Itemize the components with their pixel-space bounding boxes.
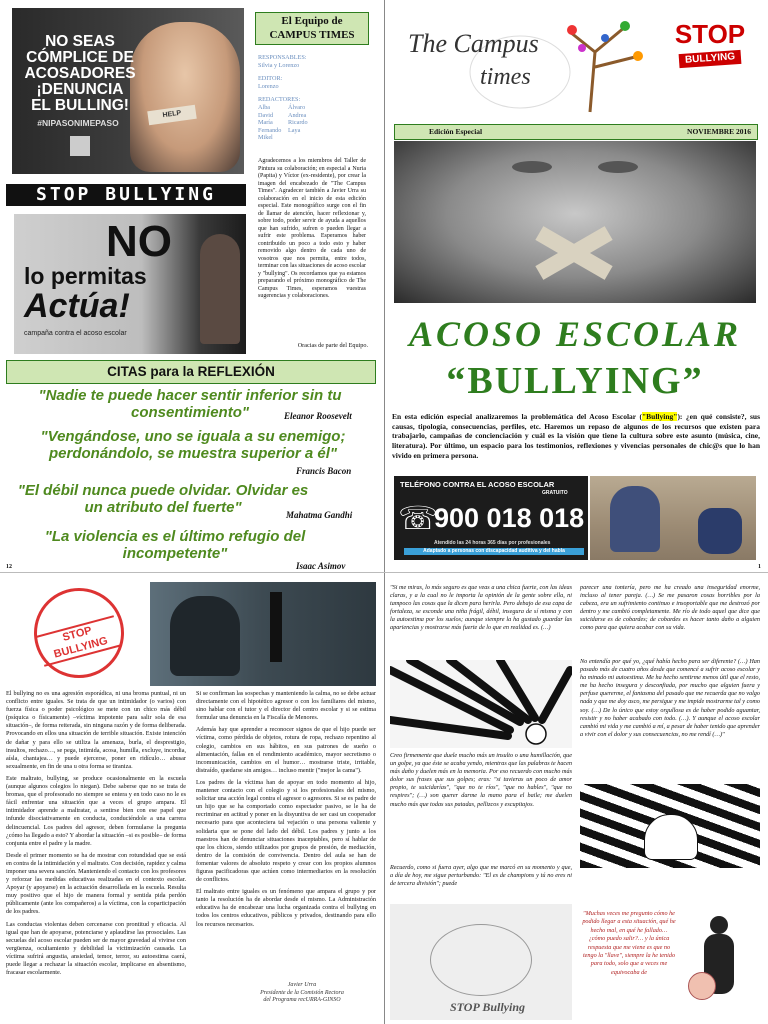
redactor-name: María xyxy=(258,119,273,127)
redactores-list xyxy=(258,104,368,142)
photo-sad-child-backpack xyxy=(590,476,756,560)
team-thanks xyxy=(258,158,366,301)
article-signature xyxy=(232,982,372,1005)
testimony-col2-b: No entendía por qué yo, ¿qué había hecho para ser diferente? (…) Han pasado más de cuatro años desde que comencé a sufrir acoso escolar y ha minado mi autoestima. Me ha hecho sentirme menos útil que el resto, me ha hecho insegura y desconfiada, por mucho que alguien fuera y perfuse quererme, el fantasma del pasado que me recuerda que no valgo nada y que me doy asco, me persigue y me impide mostrarme tal y como soy. (…) De lo único que estoy orgullosa es de haber podido aguantar, resistir y no haber acabado con todo. (…). Y aunque el acoso escolar cambió mi vida y me cambió a mí, a pesar de haber tenido que aprender a vivir con el dolor y sus consecuencias, no me rendí (…)" xyxy=(580,658,760,738)
page-number-right: 1 xyxy=(758,564,761,570)
quote-1-author: Eleanor Roosevelt xyxy=(284,411,352,421)
quote-2-author: Francis Bacon xyxy=(296,466,352,476)
headline-bullying: “BULLYING” xyxy=(446,360,704,402)
edition-date: NOVIEMBRE 2016 xyxy=(687,127,751,136)
article-paragraph: Las conductas violentas deben cercenarse con prontitud y eficacia. Al igual que han de apoyarse, potenciarse y aplaudirse las prosociales. Las secuelas del acoso escolar pueden ser de mayor gravedad al vivirse con vergüenza, ocultamiento y debilidad la victimización causada. La víctima sufrirá angustia, ansiedad, temor, terror, su autoestima caerá, puede llegar a rechazar la situación escolar, implicarse en absentismo, fracasar escolarmente. xyxy=(6,920,186,977)
illustration-pointing-hands xyxy=(390,660,572,748)
intro-part2: ): ¿en qué consiste?, sus causas, tipología, consecuencias, perfiles, etc. Haremos un repaso de algunos de los recursos que existen para trabajarlo, campañas de concienciación y cuál es la visión que tiene la cultura sobre este asunto (música, cine, literatura). Por último, un espacio para los testimonios, reflexiones y vivencias personales de chic@s que lo han vivido en primera persona. xyxy=(392,412,760,460)
redactor-name: Ricardo xyxy=(288,119,308,127)
poster2-permitas: lo permitas xyxy=(24,263,147,289)
illustration-girl-stripes xyxy=(580,784,760,868)
quote-3: "El débil nunca puede olvidar. Olvidar es un atributo del fuerte" xyxy=(17,482,309,516)
handwritten-quote: "Muchas veces me pregunto cómo he podido llegar a esta situación, qué he hecho mal, en qué he fallado… ¿cómo puedo salir?… y la única respuesta que me viene es que no tengo la "llave", siempre la he tenido para todo, solo que a veces me equivocaba de xyxy=(582,910,676,976)
team-sign: Oracias de parte del Equipo. xyxy=(297,342,368,349)
stop-bullying-stamp xyxy=(34,588,124,678)
testimony-col1-b: Creo firmemente que duele mucho más un insulto o una humillación, que un golpe, ya que éste se acaba yendo, mientras que las palabras te hacen más daño y duelen más en la memoria. Por eso recuerdo con mucho más dolor sus frases que sus golpes; eras: "si tuvieras un poco de amor propio, te suicidarías", "que no te ríos", "que no hables", "que no respires"; (…) son querer darme la mano para el baile; me duelen mucho más que todas sus patadas, pellizcos y escupitajos. xyxy=(390,752,572,808)
team-title-line1: El Equipo de xyxy=(281,15,343,27)
stop-bullying-text: STOP BULLYING xyxy=(36,184,216,205)
phone-number: 900 018 018 xyxy=(434,503,585,533)
responsables-label: RESPONSABLES: xyxy=(258,54,307,61)
testimony-col1-c: Recuerdo, como si fuera ayer, algo que me marcó en su momento y que, a día de hoy, me sigue perturbando: "El es de champions y tú no eres ni de tercera división"; puede xyxy=(390,864,572,888)
illustration-hug xyxy=(680,912,758,1020)
poster1-line3: ACOSADORES xyxy=(24,65,136,82)
team-box-title xyxy=(255,12,369,45)
redactor-name: Fernando xyxy=(258,126,282,134)
article-paragraph: Además hay que aprender a reconocer signos de que el hijo puede ser víctima, como pérdida de objetos, rotura de ropa, rechazo repentino al colegio, cambios en sus hábitos, en sus patrones de sueño o alimentación, fallas en el rendimiento académico, mayor secretismo o incomunicación, cambios en el humor… mostrarse triste, irritable, distraído, quedarse sin amigos… incluso mentir ("mejor la cama"). xyxy=(196,726,376,774)
thanks-text: Agradecemos a los miembros del Taller de Pintura su colaboración; en especial a Nuria (Papita) y Víctor (ex-residente), por crear la imagen del encabezado de "The Campus Times". Agradecer también a Javier Urra su colaboración en el inicio de esta edición especial. Este monográfico surge con el fin de llamar de atención, hacer reflexionar y, sobre todo, poder servir de ayuda a aquellos que han sufrido, sufren o pueden llegar a sufrir este problema. Esperamos haber contribuido un poco a todo esto y haber removido algo dentro de cada uno de vosotros que nos permita, entre todos, terminar con las situaciones de acoso escolar y "bullying". Os recordamos que ya estamos preparando el próximo monográfico de The Campus Times, esperamos vuestras sugerencias y colaboraciones. xyxy=(258,158,366,299)
redactor-name: Laya xyxy=(288,126,301,134)
signature-name: Javier Urra xyxy=(287,982,317,988)
poster2-figure xyxy=(200,234,240,344)
redactor-name: Mikel xyxy=(258,134,273,142)
phone-note2: Adaptado a personas con discapacidad auditiva y del habla xyxy=(404,548,584,555)
quote-1: "Nadie te puede hacer sentir inferior sin tu consentimiento" xyxy=(38,387,342,421)
poster-no-seas-complice xyxy=(12,8,244,174)
article-paragraph: Este maltrato, bullying, se produce ocasionalmente en la escuela (aunque algunos colegios lo niegan). Debe saberse que no se trata de bromas, que el profesorado no siempre se entera y en todo caso no le es fácil enfrentar una situación que a veces el grupo ampara. El intimidador aprende a maltratar, a sentirse bien con ese papel que infunde disociativamente en conducta, conduciéndole a una carrera delincuencial. Los padres del agresor, deben formularse la pregunta ¿cómo ha llegado a esto? Y abordar la situación –si es posible– de forma conjunta entre el padre y la madre. xyxy=(6,774,186,847)
pointing-fingers-drawing xyxy=(390,660,572,748)
article-paragraph: El maltrato entre iguales es un fenómeno que ampara el grupo y por tanto la resolución ha de abordar desde el mismo. La Administración educativa ha de encabezar una lucha organizada contra el bullying en todos los centros educativos, públicos y privados, destinando para ello los recursos necesarios. xyxy=(196,888,376,928)
redactores-label: REDACTORES: xyxy=(258,96,301,104)
redactor-name: Álvaro xyxy=(288,103,306,111)
poster1-line1: NO SEAS xyxy=(45,33,115,50)
responsables-value: Silvia y Lorenzo xyxy=(258,61,300,69)
quote-2: "Vengándose, uno se iguala a su enemigo; perdonándolo, se muestra superior a él" xyxy=(40,428,346,462)
photo-boy-sitting-corridor xyxy=(150,582,376,686)
testimony-col2-a: parecer una tontería, pero me ha creado una inseguridad enorme, incluso al tener pareja. (…) Se me pasaron cosas horribles por la cabeza, era un sufrimiento continuo e insoportable que me destrozó por dentro y me cambió completamente. Me río de todo aquel que dice que suicidarse es de cobardes; de cobardes es hacer tanto daño a alguien como para que quiera acabar con su vida. xyxy=(580,584,760,632)
quote-3-author: Mahatma Gandhi xyxy=(286,510,353,520)
article-paragraph: Si se confirman las sospechas y manteniendo la calma, no se debe actuar directamente con el hipotético agresor o con los familiares del mismo, sino hablar con el tutor y el director del centro escolar y si se estima formular una denuncia en la Fiscalía de Menores. xyxy=(196,690,376,722)
logo-stop: STOP xyxy=(674,19,746,49)
sketch-label: STOP Bullying xyxy=(450,1000,526,1014)
article-paragraph: El bullying no es una agresión esporádica, ni una broma puntual, ni un conflicto entre iguales. Se trata de que un intimidador (o varios) con fuerza física o poder psicológico se mete con un chico más débil (psíquica o físicamente) –víctima impotente para salir sola de esa situación–, de forma reiterada, sin ninguna razón y de forma deliberada. Provocando en ellos una situación de terrible situación. Existe intención de dañar y para ello se utiliza la amenaza, burla, el desprestigio, insultos, rechazo…, se pega, intimida, acosa, humilla, excluye, incordia, aísla, chantajea… y puede ejercerse, poner en ridículo… abusar sexualmente, en fin de una u otra forma se tiraniza. xyxy=(6,690,186,770)
masthead-logo xyxy=(400,12,650,116)
stop-bullying-logo xyxy=(670,20,750,84)
poster1-line2: CÓMPLICE DE xyxy=(26,49,134,66)
logo-bullying: BULLYING xyxy=(678,50,741,68)
poster2-no: NO xyxy=(106,217,172,266)
tape-label: HELP xyxy=(147,105,196,126)
stop-bullying-banner xyxy=(6,184,246,206)
logo-line1: The Campus xyxy=(408,29,539,58)
page-divider xyxy=(384,0,385,1024)
poster2-sub: campaña contra el acoso escolar xyxy=(24,330,127,337)
testimony-col1-a: "Si me miras, lo más seguro es que veas a una chica fuerte, con las ideas claras, y a la cual no le importa la opinión de la gente sobre ella, ni tampoco las cosas que la dicen para herirla. Pero debajo de esa capa de fortaleza, se esconde una niña frágil, débil, insegura de sí misma y con la autoestima por los suelos; aunque siempre la ha gustado guardar las apariencias y mostrarse más fuerte de lo que en realidad es. (…) xyxy=(390,584,572,632)
poster2-actua: Actúa! xyxy=(24,287,130,325)
redactor-name: Andrea xyxy=(288,111,307,119)
poster-no-lo-permitas xyxy=(14,214,246,354)
sketch-stop-bullying xyxy=(390,904,572,1020)
editor-value: Lorenzo xyxy=(258,82,279,90)
signature-role1: Presidente de la Comisión Rectora xyxy=(260,989,344,996)
redactor-name: David xyxy=(258,111,274,119)
intro-paragraph xyxy=(392,412,760,461)
phone-note1: Atendido las 24 horas 365 días por profesionales xyxy=(434,540,551,546)
team-credits xyxy=(258,54,368,142)
article-paragraph: Desde el primer momento se ha de mostrar con rotundidad que se está en contra de la intimidación y el maltrato. Con decisión, rapidez y calma imponer una severa sanción. Manteniendo el contacto con los profesores y reforzar las medidas educativas realizadas en el contexto escolar. Apoyar (y apoyarse) en la actuación desarrollada en la escuela. Resulta muy positivo que el hijo de manera formal y sentida pida perdón públicamente (ante los compañeros) a la víctima, con la coparticipación de los padres. xyxy=(6,851,186,916)
edition-label: Edición Especial xyxy=(429,127,483,136)
phone-ad-title: TELÉFONO CONTRA EL ACOSO ESCOLAR xyxy=(400,480,555,489)
article-paragraph: Los padres de la víctima han de apoyar en todo momento al hijo, mantener contacto con el colegio y si los profesionales del mismo, solicitar una acción legal contra el agresor o agresores. Si se es padre de un hijo que se ha comportado como espectador pasivo, se le ha de recriminar en actitud y poner en la disyuntiva de ser casi un cooperador necesario para que aconteciera tal vejación o una persona valiente y solidaria que se pone del lado del débil. Los padres y junto a los maestros han de denunciar situaciones inaceptables, pero sí hablar de que los chicos, siendo utilizados por grupos de presión, de mediación, dentro de la comisión de convivencia. Dentro del aula se han de fomentar valores de absoluto respeto y crear con los propios alumnos figuras pacificadoras que actúen como intermediarios en la resolución de conflictos. xyxy=(196,778,376,884)
edition-bar xyxy=(394,124,758,140)
poster1-hashtag: #NIPASONIMEPASO xyxy=(37,118,119,128)
cover-photo-taped-mouth xyxy=(394,141,756,303)
headline-acoso-escolar: ACOSO ESCOLAR xyxy=(408,314,742,354)
intro-highlight: "Bullying" xyxy=(642,412,678,421)
intro-part1: En esta edición especial analizaremos la problemática del Acoso Escolar ( xyxy=(392,412,642,421)
citas-title xyxy=(6,360,376,384)
citas-title-text: CITAS para la REFLEXIÓN xyxy=(107,364,275,379)
article-column-2 xyxy=(196,690,376,933)
article-column-1 xyxy=(6,690,186,981)
quote-4: "La violencia es el último refugio del incompetente" xyxy=(44,528,306,562)
editor-label: EDITOR: xyxy=(258,75,283,83)
page-separator xyxy=(0,572,768,573)
page-number-left: 12 xyxy=(6,564,12,570)
poster1-line5: EL BULLING! xyxy=(31,97,129,114)
phone-ad-free: GRATUITO xyxy=(542,490,568,496)
phone-icon: ☏ xyxy=(398,499,439,537)
institution-logo xyxy=(70,136,90,156)
poster1-line4: ¡DENUNCIA xyxy=(36,81,124,98)
quote-4-author: Isaac Asimov xyxy=(296,561,346,571)
team-title-line2: CAMPUS TIMES xyxy=(269,29,355,41)
stamp-text: STOP BULLYING xyxy=(36,615,122,667)
signature-role2: del Programa recURRA-GINSO xyxy=(263,997,341,1003)
logo-line2: times xyxy=(480,64,531,90)
phone-ad xyxy=(394,476,588,560)
redactor-name: Alba xyxy=(258,103,271,111)
